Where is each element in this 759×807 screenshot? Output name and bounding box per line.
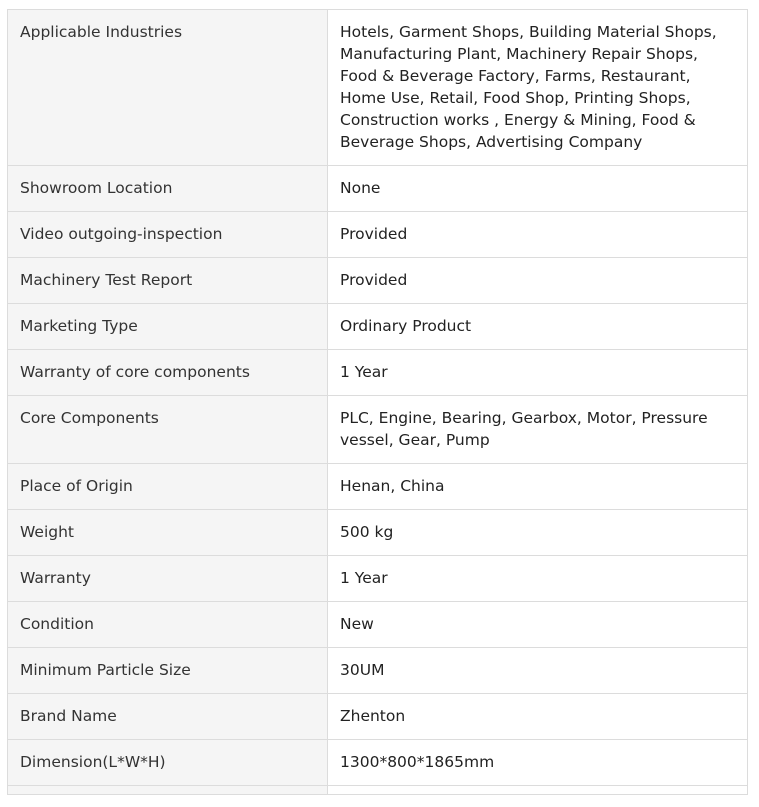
spec-value: 1 Year bbox=[328, 556, 748, 602]
table-row bbox=[8, 304, 748, 350]
spec-key: Applicable Industries bbox=[8, 10, 328, 166]
spec-value: Provided bbox=[328, 258, 748, 304]
spec-value: Ordinary Product bbox=[328, 304, 748, 350]
table-row bbox=[8, 10, 748, 166]
table-row bbox=[8, 694, 748, 740]
spec-value: Henan, China bbox=[328, 464, 748, 510]
spec-value: Hotels, Garment Shops, Building Material Shops, Manufacturing Plant, Machinery Repair Shops, Food & Beverage Factory, Farms, Restaurant, Home Use, Retail, Food Shop, Printing Shops, Construction works , Energy & Mining, Food & Beverage Shops, Advertising Company bbox=[328, 10, 748, 166]
spec-value-cut-off bbox=[328, 786, 748, 795]
spec-key: Dimension(L*W*H) bbox=[8, 740, 328, 786]
table-row bbox=[8, 740, 748, 786]
spec-value: 1 Year bbox=[328, 350, 748, 396]
spec-value: None bbox=[328, 166, 748, 212]
spec-key: Video outgoing-inspection bbox=[8, 212, 328, 258]
spec-table-body bbox=[8, 10, 748, 795]
table-row bbox=[8, 396, 748, 464]
table-row bbox=[8, 258, 748, 304]
table-row bbox=[8, 556, 748, 602]
spec-key: Marketing Type bbox=[8, 304, 328, 350]
spec-value: Provided bbox=[328, 212, 748, 258]
spec-key: Machinery Test Report bbox=[8, 258, 328, 304]
table-row-cut-off bbox=[8, 786, 748, 795]
table-row bbox=[8, 166, 748, 212]
spec-key: Warranty of core components bbox=[8, 350, 328, 396]
spec-key-cut-off bbox=[8, 786, 328, 795]
spec-value: 30UM bbox=[328, 648, 748, 694]
spec-value: 1300*800*1865mm bbox=[328, 740, 748, 786]
spec-key: Core Components bbox=[8, 396, 328, 464]
spec-value: New bbox=[328, 602, 748, 648]
spec-value: Zhenton bbox=[328, 694, 748, 740]
spec-key: Condition bbox=[8, 602, 328, 648]
table-row bbox=[8, 350, 748, 396]
spec-key: Brand Name bbox=[8, 694, 328, 740]
spec-value: PLC, Engine, Bearing, Gearbox, Motor, Pressure vessel, Gear, Pump bbox=[328, 396, 748, 464]
spec-key: Warranty bbox=[8, 556, 328, 602]
spec-key: Weight bbox=[8, 510, 328, 556]
table-row bbox=[8, 648, 748, 694]
spec-key: Minimum Particle Size bbox=[8, 648, 328, 694]
spec-key: Place of Origin bbox=[8, 464, 328, 510]
spec-key: Showroom Location bbox=[8, 166, 328, 212]
table-row bbox=[8, 510, 748, 556]
product-spec-table bbox=[7, 9, 748, 795]
table-row bbox=[8, 602, 748, 648]
table-row bbox=[8, 212, 748, 258]
table-row bbox=[8, 464, 748, 510]
spec-value: 500 kg bbox=[328, 510, 748, 556]
